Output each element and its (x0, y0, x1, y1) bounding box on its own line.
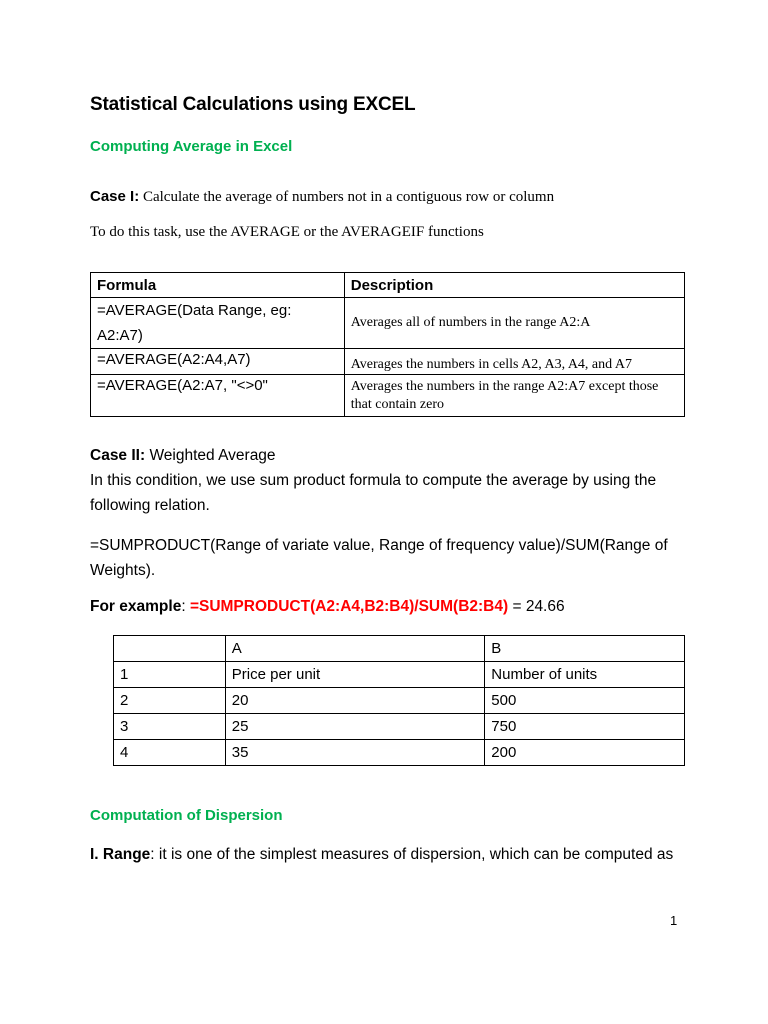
example-result: = 24.66 (508, 598, 565, 615)
cell: Number of units (485, 662, 685, 688)
case-1-sep: : (134, 188, 140, 205)
case-1-label: Case I (90, 188, 135, 205)
formula-cell: =AVERAGE(Data Range, eg: A2:A7) (91, 298, 345, 349)
cell: 25 (225, 714, 485, 740)
example-label: For example (90, 598, 182, 615)
table-row (114, 688, 685, 714)
table-row (114, 714, 685, 740)
example-formula: =SUMPRODUCT(A2:A4,B2:B4)/SUM(B2:B4) (189, 598, 509, 615)
description-cell: Averages all of numbers in the range A2:A (344, 298, 684, 349)
sumproduct-formula: =SUMPRODUCT(Range of variate value, Range of frequency value)/SUM(Range of Weights). (90, 537, 668, 579)
formula-cell: =AVERAGE(A2:A7, "<>0" (91, 375, 345, 417)
formula-table (90, 272, 685, 417)
cell: B (485, 636, 685, 662)
cell: A (225, 636, 485, 662)
section-heading-dispersion: Computation of Dispersion (90, 807, 283, 824)
case-1-text: Calculate the average of numbers not in a contiguous row or column (139, 189, 555, 205)
cell: 200 (485, 740, 685, 766)
data-table (113, 635, 685, 766)
page-number: 1 (670, 913, 678, 928)
section-heading-average: Computing Average in Excel (90, 138, 293, 155)
formula-cell: =AVERAGE(A2:A4,A7) (91, 349, 345, 375)
header-formula: Formula (91, 273, 345, 298)
description-cell: Averages the numbers in the range A2:A7 except those that contain zero (344, 375, 684, 417)
table-row (91, 298, 685, 349)
case-1-line (90, 188, 554, 206)
case-2-paragraph: In this condition, we use sum product formula to compute the average by using the following relation. (90, 472, 657, 514)
range-label: I. Range (90, 846, 151, 863)
case-2-block (90, 443, 690, 518)
cell: 4 (114, 740, 226, 766)
cell: 1 (114, 662, 226, 688)
page-title: Statistical Calculations using EXCEL (90, 94, 416, 115)
table-row (91, 375, 685, 417)
table-row (114, 662, 685, 688)
cell: 500 (485, 688, 685, 714)
table-row (91, 349, 685, 375)
cell: 2 (114, 688, 226, 714)
example-line: For example: =SUMPRODUCT(A2:A4,B2:B4)/SUM(B2:B4) = 24.66 (90, 598, 565, 615)
data-table-header (114, 636, 685, 662)
range-paragraph: I. Range: it is one of the simplest measures of dispersion, which can be computed as (90, 846, 674, 863)
case-1-task: To do this task, use the AVERAGE or the AVERAGEIF functions (90, 224, 484, 240)
cell (114, 636, 226, 662)
formula-table-header (91, 273, 685, 298)
table-row (114, 740, 685, 766)
cell: 35 (225, 740, 485, 766)
cell: 3 (114, 714, 226, 740)
cell: 20 (225, 688, 485, 714)
cell: 750 (485, 714, 685, 740)
description-cell: Averages the numbers in cells A2, A3, A4, and A7 (344, 349, 684, 375)
header-description: Description (344, 273, 684, 298)
cell: Price per unit (225, 662, 485, 688)
case-2-line: Case II: Weighted Average (90, 447, 276, 464)
